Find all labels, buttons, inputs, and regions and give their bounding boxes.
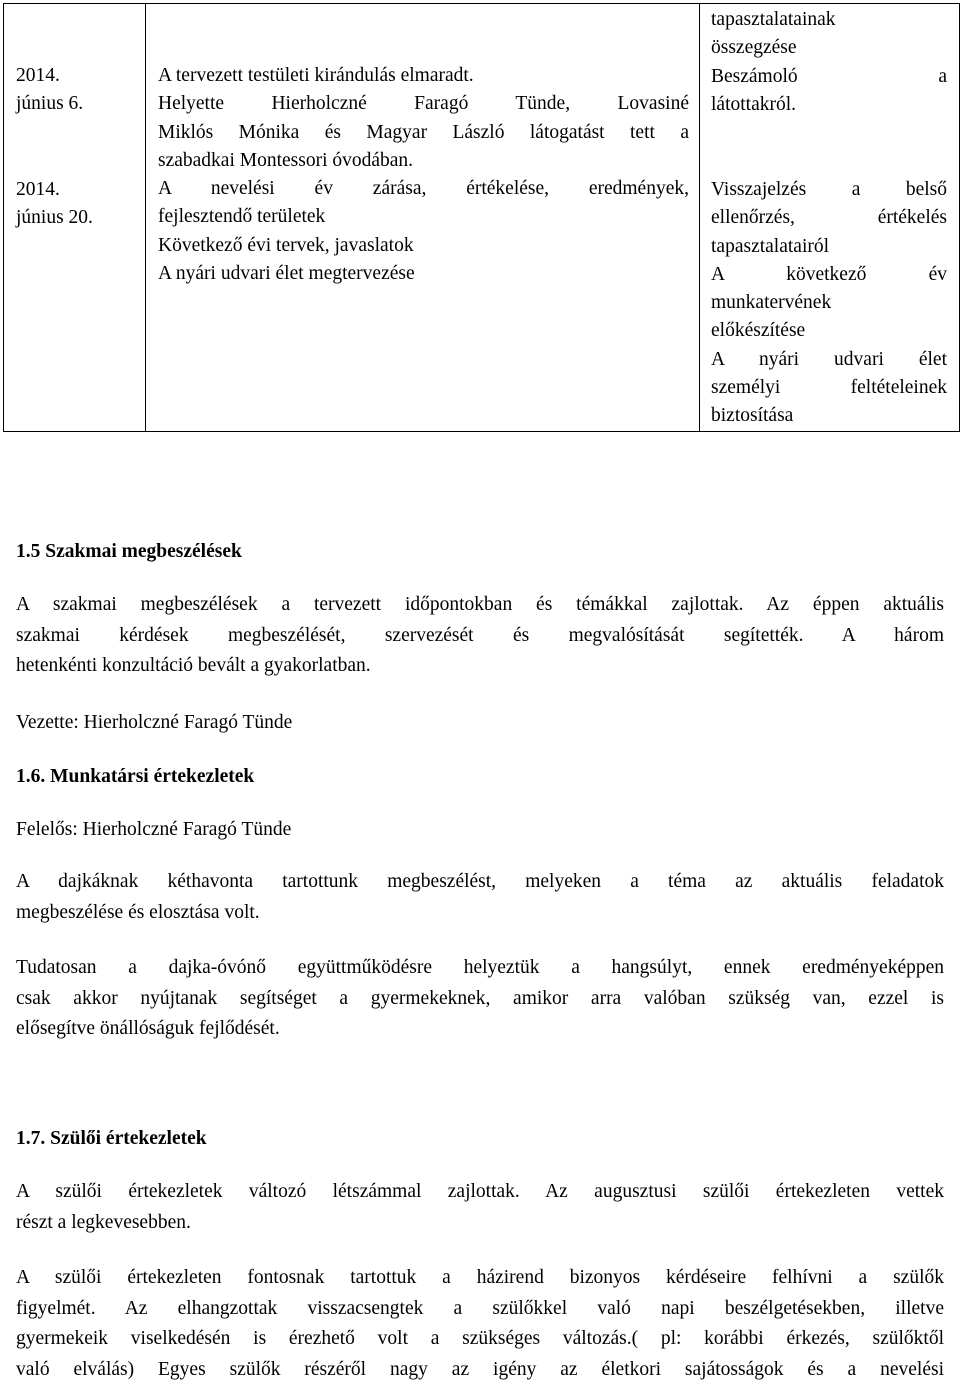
section-1-7-paragraph-2: A szülői értekezleten fontosnak tartottuk a házirend bizonyos kérdéseire felhívni a szülők figyelmét. Az elhangzottak visszacsengtek a szülőkkel való napi beszélgetésekben, illetve gyermekeik viselkedésén is érezhető volt a szükséges változás.( pl: korábbi érkezés, szülőktől való elválás) Egyes szülők részéről nagy az igény az életkori sajátosságok és a nevelési bbox=[16, 1267, 944, 1380]
event-column bbox=[146, 4, 700, 432]
schedule-table bbox=[3, 3, 960, 432]
section-1-6-paragraph-2: Tudatosan a dajka-óvónő együttműködésre helyeztük a hangsúlyt, ennek eredményeképpen csak akkor nyújtanak segítséget a gyermekeknek, amikor arra valóban szükség van, ezzel is elősegítve önállóságuk fejlődését. bbox=[16, 957, 944, 1039]
section-1-5-heading: 1.5 Szakmai megbeszélések bbox=[16, 541, 242, 562]
section-1-5-led-by: Vezette: Hierholczné Faragó Tünde bbox=[16, 712, 293, 733]
date-cell-2: 2014. június 20. bbox=[16, 179, 93, 229]
outcome-column bbox=[700, 4, 960, 432]
section-1-7-heading: 1.7. Szülői értekezletek bbox=[16, 1128, 207, 1149]
date-cell-1: 2014. június 6. bbox=[16, 65, 84, 115]
section-1-5-paragraph: A szakmai megbeszélések a tervezett időpontokban és témákkal zajlottak. Az éppen aktuális szakmai kérdések megbeszélését, szervezését és megvalósítását segítették. A három hetenkénti konzultáció bevált a gyakorlatban. bbox=[16, 594, 944, 676]
outcome-text-top: tapasztalatainak összegzése Beszámoló a látottakról. bbox=[711, 9, 947, 115]
section-1-7-paragraph-1: A szülői értekezletek változó létszámmal zajlottak. Az augusztusi szülői értekezleten vettek részt a legkevesebben. bbox=[16, 1181, 944, 1233]
section-1-6-heading: 1.6. Munkatársi értekezletek bbox=[16, 766, 255, 787]
section-1-6-paragraph-1: A dajkáknak kéthavonta tartottunk megbeszélést, melyeken a téma az aktuális feladatok megbeszélése és elosztása volt. bbox=[16, 871, 944, 923]
event-text: A tervezett testületi kirándulás elmaradt. Helyette Hierholczné Faragó Tünde, Lovasiné Miklós Mónika és Magyar László látogatást tett a szabadkai Montessori óvodában. A nevelési év zárása, értékelése, eredmények, fejlesztendő területek Következő évi tervek, javaslatok A nyári udvari élet megtervezése bbox=[158, 65, 689, 285]
outcome-text-bottom: Visszajelzés a belső ellenőrzés, értékelés tapasztalatairól A következő év munkatervének előkészítése A nyári udvari élet személyi feltételeinek biztosítása bbox=[711, 179, 947, 427]
section-1-6-responsible: Felelős: Hierholczné Faragó Tünde bbox=[16, 819, 292, 840]
date-column bbox=[4, 4, 146, 432]
